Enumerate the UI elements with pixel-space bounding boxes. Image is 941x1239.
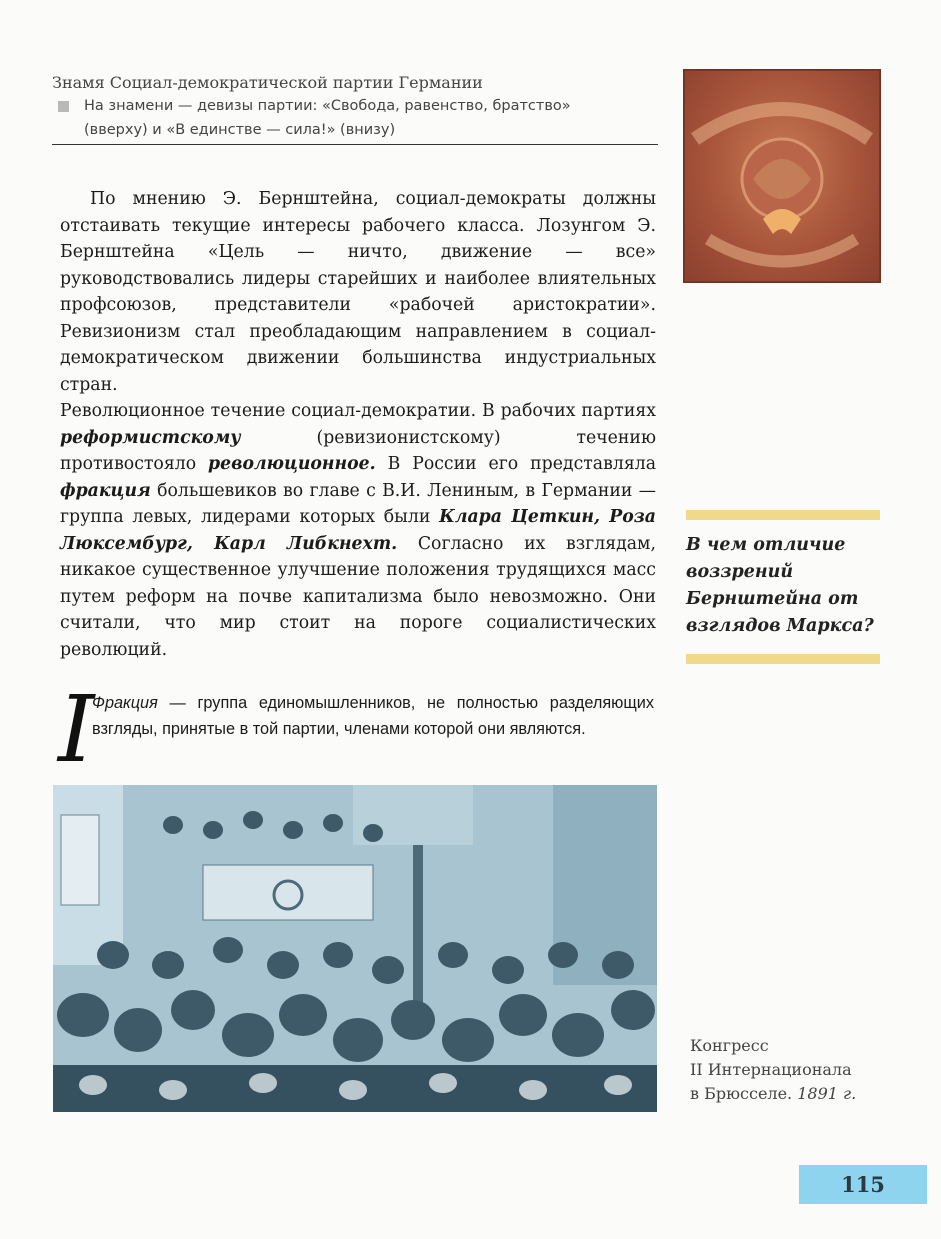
flag-caption-description [52, 94, 658, 145]
question-text [686, 532, 880, 640]
term-leaders: Клара Цеткин, Роза Люксембург, Карл Либкнехт. [60, 507, 656, 554]
photo-caption [690, 1034, 856, 1106]
paragraph-2-text-e: Согласно их взглядам, никакое существенное улучшение положения трудящихся масс путем реформ на почве капитализма было невозможно. Они считали, что мир стоит на пороге социалистических революций. [60, 533, 656, 660]
question-line-1: В чем отличие [686, 535, 846, 555]
paragraph-2-text-d: большевиков во главе с В.И. Лениным, в Германии — группа левых, лидерами которых были [60, 480, 656, 527]
caption-bullet-icon [58, 101, 69, 112]
paragraph-bernstein: По мнению Э. Бернштейна, социал-демократы должны отстаивать текущие интересы рабочего класса. Лозунгом Э. Бернштейна «Цель — ничто, движение — все» руководствовались лидеры старейших и наиболее влиятельных профсоюзов, представители «рабочей аристократии». Ревизионизм стал преобладающим направлением в социал-демократическом движении большинства индустриальных стран. [60, 189, 656, 395]
term-revolutionary: революционное. [208, 454, 376, 474]
term-reformist: реформистскому [60, 427, 241, 448]
page-number: 115 [799, 1165, 927, 1204]
paragraph-2-text-a: Революционное течение социал-демократии. В рабочих партиях [60, 401, 656, 421]
definition-term: Фракция [92, 694, 158, 712]
definition-box [58, 676, 656, 783]
flag-caption-line-2: (вверху) и «В единстве — сила!» (внизу) [84, 122, 396, 138]
definition-text [92, 690, 654, 742]
photo-caption-year: 1891 г. [797, 1084, 857, 1103]
definition-initial-letter: I [58, 676, 95, 783]
flag-caption-title: Знамя Социал-демократической партии Германии [52, 73, 483, 92]
photo-caption-place: в Брюсселе. [690, 1084, 798, 1103]
question-line-3: Бернштейна от [686, 589, 859, 609]
paragraph-revolutionary [60, 398, 656, 663]
question-line-2: воззрений [686, 562, 794, 582]
question-bar-top [686, 510, 880, 520]
flag-caption [52, 72, 658, 145]
main-text [60, 186, 656, 663]
congress-photo [53, 785, 657, 1112]
paragraph-2-text-b: (ревизионистскому) течению противостояло [60, 427, 656, 474]
sdp-banner-image [683, 69, 881, 283]
photo-caption-line-2: II Интернационала [690, 1060, 852, 1079]
flag-caption-line-1: На знамени — девизы партии: «Свобода, равенство, братство» [84, 98, 571, 114]
photo-caption-line-1: Конгресс [690, 1036, 769, 1055]
term-faction: фракция [60, 480, 151, 501]
question-box [686, 510, 880, 664]
definition-body: — группа единомышленников, не полностью разделяющих взгляды, принятые в той партии, членами которой они являются. [92, 694, 654, 738]
question-line-4: взглядов Маркса? [686, 616, 874, 636]
question-bar-bottom [686, 654, 880, 664]
photo-caption-line-3 [690, 1082, 856, 1106]
paragraph-2-text-c: В России его представляла [375, 454, 656, 474]
